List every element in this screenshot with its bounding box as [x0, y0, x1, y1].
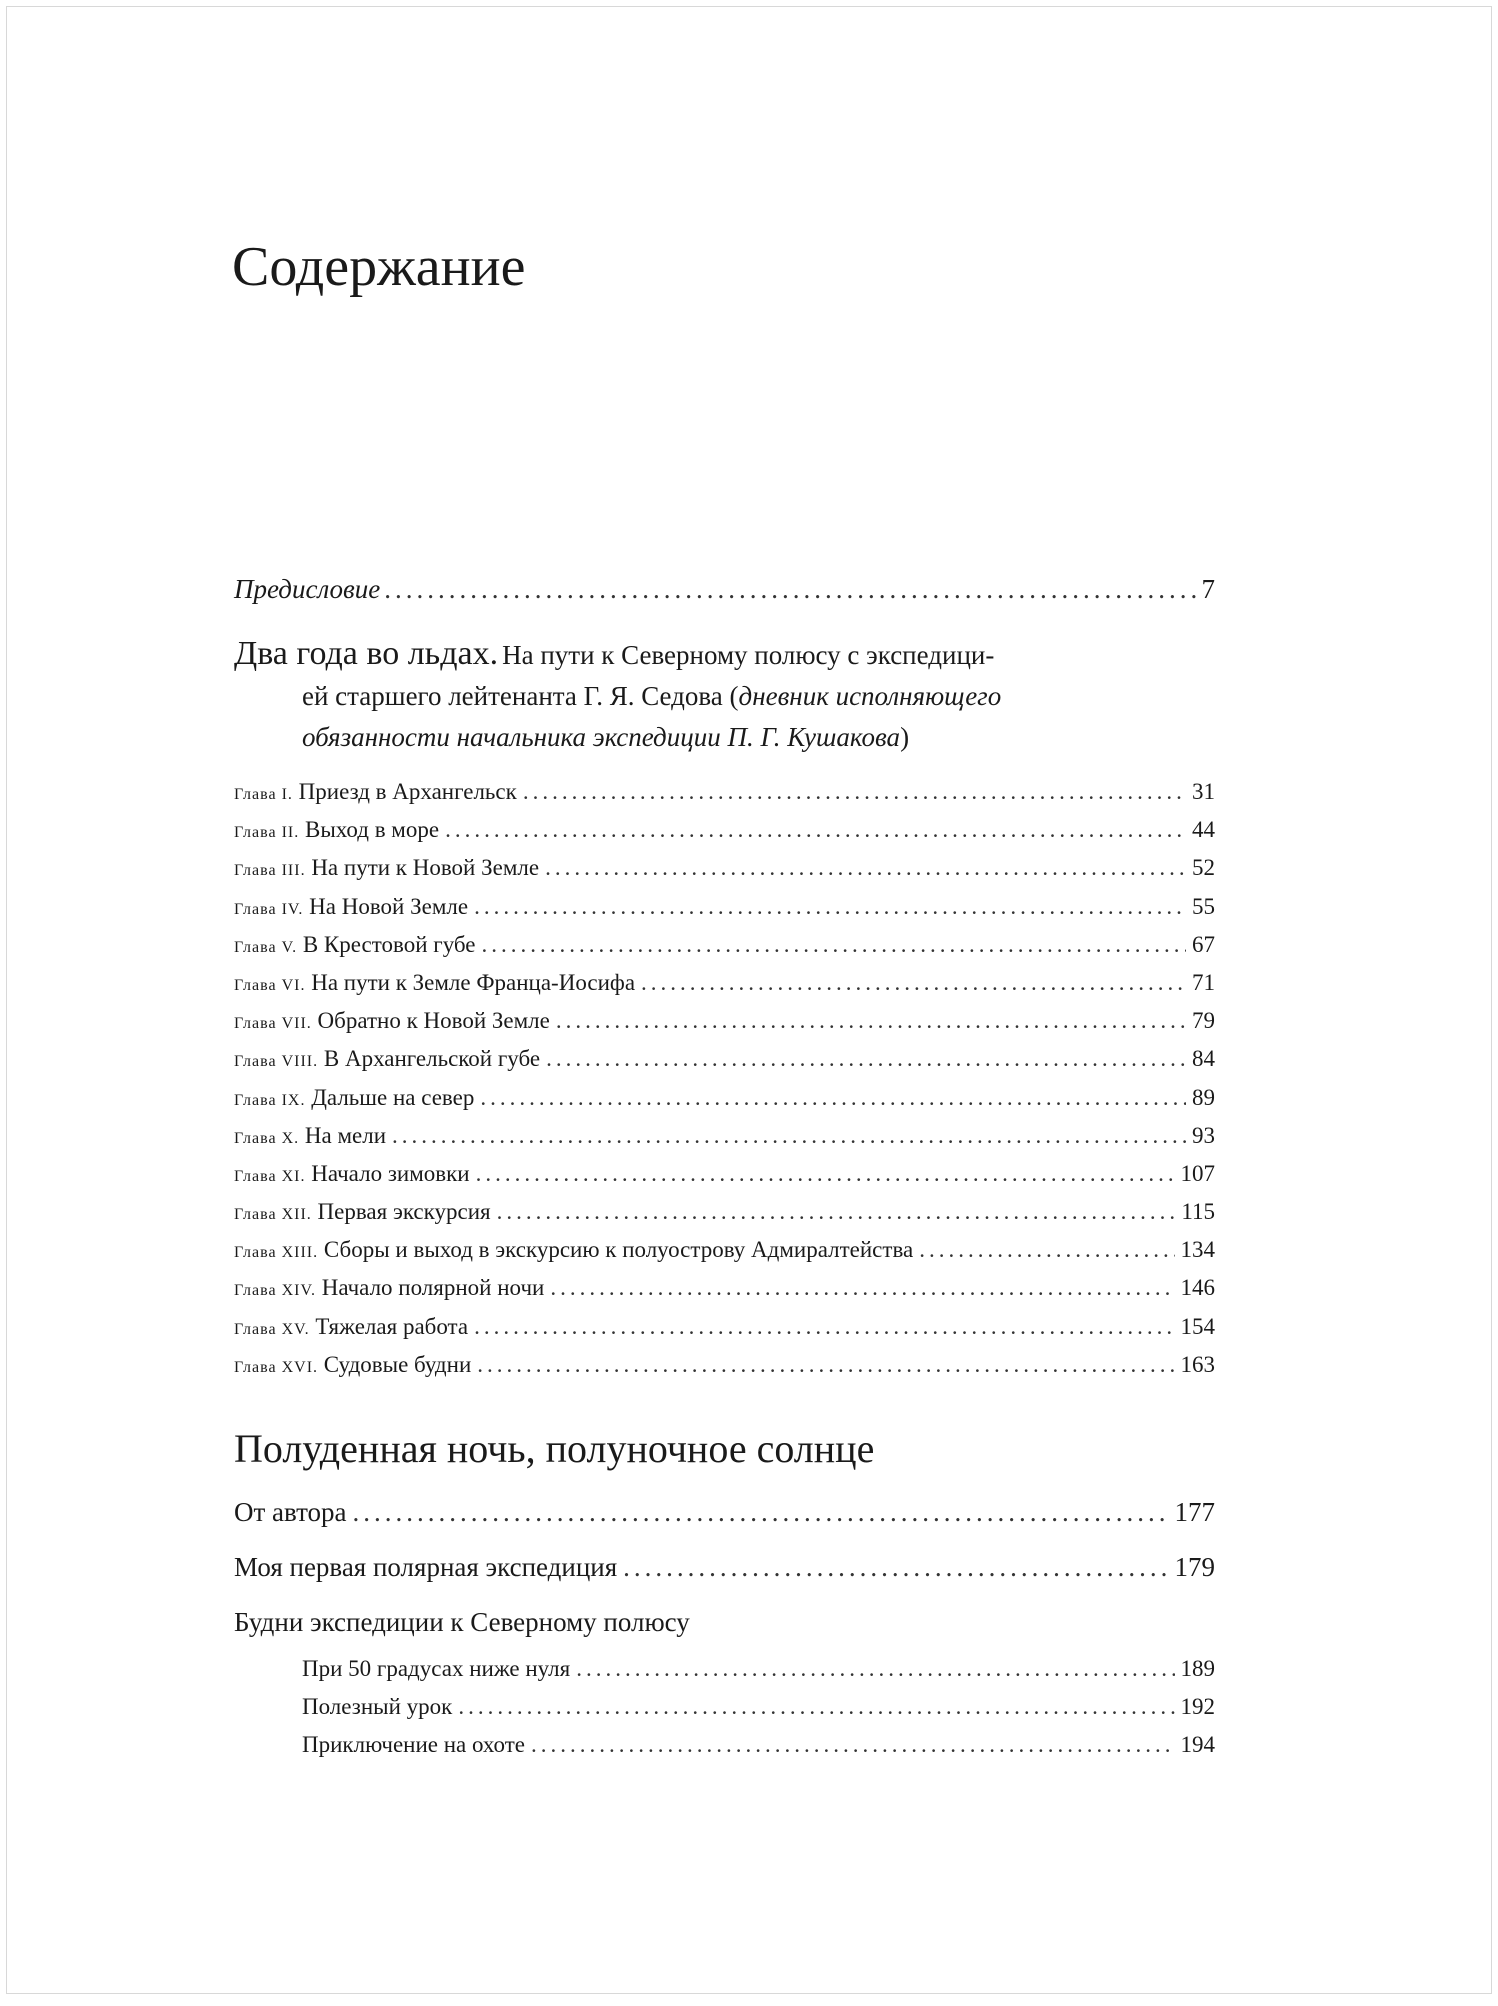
- chapter-label: [234, 1117, 386, 1158]
- chapter-title: Тяжелая работа: [315, 1313, 469, 1339]
- toc-chapter-row[interactable]: [234, 1231, 1215, 1269]
- subtitle-italic-text: обязанности начальника экспедиции П. Г. Кушакова: [302, 722, 901, 752]
- chapter-number: Глава IV.: [234, 900, 304, 918]
- chapter-label: [234, 1308, 468, 1349]
- toc-page-number: 31: [1192, 779, 1215, 804]
- chapter-label: [234, 1231, 913, 1272]
- section-subtitle-line-2: [234, 676, 1215, 717]
- chapter-title: Начало зимовки: [311, 1160, 470, 1186]
- chapter-label: [234, 1040, 540, 1081]
- chapter-label: [234, 849, 539, 890]
- leader-dots: [545, 849, 1186, 887]
- subtitle-text: ): [900, 722, 910, 752]
- chapter-number: Глава V.: [234, 938, 298, 956]
- chapter-number: Глава III.: [234, 862, 306, 880]
- chapter-label: [234, 1193, 491, 1234]
- toc-entry-title: Полезный урок: [302, 1694, 453, 1719]
- toc-chapter-row[interactable]: [234, 1079, 1215, 1117]
- chapter-label: [234, 1269, 544, 1310]
- toc-page-number: 177: [1174, 1497, 1215, 1527]
- chapter-label: [234, 926, 476, 967]
- toc-page-number: 163: [1180, 1351, 1215, 1377]
- leader-dots: [531, 1726, 1174, 1764]
- chapter-title: Первая экскурсия: [317, 1199, 491, 1225]
- toc-entry-title: Приключение на охоте: [302, 1732, 526, 1757]
- toc-page-number: 134: [1180, 1237, 1215, 1263]
- chapter-title: В Крестовой губе: [302, 931, 476, 957]
- leader-dots: [523, 773, 1186, 811]
- toc-page-number: 154: [1180, 1313, 1215, 1339]
- leader-dots: [556, 1002, 1186, 1040]
- toc-page-number: 115: [1181, 1199, 1215, 1225]
- leader-dots: [476, 1155, 1175, 1193]
- toc-chapter-row[interactable]: [234, 1117, 1215, 1155]
- toc-chapter-row[interactable]: [234, 1155, 1215, 1193]
- toc-page-number: 189: [1180, 1656, 1215, 1681]
- toc-page-number: 79: [1192, 1008, 1215, 1034]
- chapter-list: [234, 773, 1215, 1384]
- toc-page-number: 71: [1192, 969, 1215, 995]
- chapter-number: Глава IX.: [234, 1091, 306, 1109]
- chapter-title: Приезд в Архангельск: [298, 779, 517, 804]
- toc-page-number: 84: [1192, 1046, 1215, 1072]
- toc-chapter-row[interactable]: [234, 811, 1215, 849]
- section-subtitle-line-1: На пути к Северному полюсу с экспедици-: [502, 640, 995, 670]
- chapter-title: Дальше на север: [311, 1084, 475, 1110]
- toc-subentry-row[interactable]: [234, 1650, 1215, 1688]
- toc-chapter-row[interactable]: [234, 1193, 1215, 1231]
- toc-entry-preface[interactable]: [234, 571, 1215, 607]
- leader-dots: [477, 1346, 1174, 1384]
- toc-subentry-row[interactable]: [234, 1688, 1215, 1726]
- chapter-label: [234, 1002, 550, 1043]
- toc-entry-title: Предисловие: [234, 574, 381, 604]
- leader-dots: [550, 1269, 1174, 1307]
- toc-chapter-row[interactable]: [234, 773, 1215, 811]
- book-page: [6, 6, 1492, 1994]
- toc-page-number: 107: [1180, 1160, 1215, 1186]
- toc-page-number: 44: [1192, 817, 1215, 843]
- toc-chapter-row[interactable]: [234, 964, 1215, 1002]
- toc-page-number: 194: [1180, 1732, 1215, 1757]
- toc-chapter-row[interactable]: [234, 849, 1215, 887]
- leader-dots: [576, 1650, 1174, 1688]
- section-heading: [234, 632, 1215, 676]
- subtitle-text: ей старшего лейтенанта Г. Я. Седова (: [302, 681, 739, 711]
- toc-chapter-row[interactable]: [234, 1346, 1215, 1384]
- toc-page-number: 146: [1180, 1275, 1215, 1301]
- toc-chapter-row[interactable]: [234, 926, 1215, 964]
- page-title: Содержание: [232, 236, 526, 298]
- chapter-number: Глава XI.: [234, 1167, 306, 1185]
- subtitle-italic-text: дневник исполняющего: [738, 681, 1002, 711]
- chapter-label: [234, 1155, 470, 1196]
- leader-dots: [546, 1040, 1186, 1078]
- chapter-number: Глава XIII.: [234, 1244, 319, 1262]
- chapter-number: Глава I.: [234, 786, 293, 803]
- chapter-number: Глава II.: [234, 824, 300, 842]
- chapter-number: Глава X.: [234, 1129, 300, 1147]
- chapter-number: Глава VI.: [234, 976, 306, 994]
- chapter-title: На пути к Земле Франца-Иосифа: [311, 969, 636, 995]
- toc-chapter-row[interactable]: [234, 1269, 1215, 1307]
- toc-entry-row[interactable]: [234, 1485, 1215, 1540]
- toc-entry-row[interactable]: [234, 1540, 1215, 1595]
- chapter-label: [234, 888, 468, 929]
- leader-dots: [497, 1193, 1176, 1231]
- chapter-label: [234, 773, 517, 814]
- chapter-title: На Новой Земле: [309, 893, 469, 919]
- chapter-label: [234, 1346, 471, 1387]
- chapter-number: Глава XV.: [234, 1320, 310, 1338]
- section-polar-night: [234, 1425, 1215, 1764]
- leader-dots: [919, 1231, 1174, 1269]
- chapter-title: Выход в море: [304, 817, 440, 843]
- section-title: Полуденная ночь, полуночное солнце: [234, 1426, 875, 1471]
- chapter-title: Сборы и выход в экскурсию к полуострову Адмиралтейства: [323, 1237, 914, 1263]
- leader-dots: [474, 1308, 1174, 1346]
- toc-chapter-row[interactable]: [234, 888, 1215, 926]
- leader-dots: [641, 964, 1186, 1002]
- leader-dots: [623, 1540, 1168, 1595]
- leader-dots: [445, 811, 1186, 849]
- leader-dots: [353, 1485, 1169, 1540]
- toc-entry-title: Моя первая полярная экспедиция: [234, 1552, 618, 1582]
- chapter-label: [234, 811, 439, 852]
- chapter-number: Глава VII.: [234, 1015, 312, 1033]
- toc-page-number: 55: [1192, 893, 1215, 919]
- toc-chapter-row[interactable]: [234, 1308, 1215, 1346]
- section-title: Два года во льдах.: [234, 635, 499, 672]
- leader-dots: [482, 926, 1187, 964]
- chapter-number: Глава XVI.: [234, 1358, 319, 1376]
- toc-chapter-row[interactable]: [234, 1002, 1215, 1040]
- toc-page-number: 93: [1192, 1122, 1215, 1148]
- leader-dots: [384, 571, 1197, 607]
- toc-chapter-row[interactable]: [234, 1040, 1215, 1078]
- chapter-title: Судовые будни: [323, 1351, 472, 1377]
- toc-page-number: 67: [1192, 931, 1215, 957]
- toc-group-heading: Будни экспедиции к Северному полюсу: [234, 1607, 690, 1637]
- leader-dots: [458, 1688, 1174, 1726]
- chapter-label: [234, 964, 635, 1005]
- leader-dots: [474, 888, 1186, 926]
- section-two-years-in-ice: [234, 632, 1215, 758]
- chapter-label: [234, 1079, 474, 1120]
- chapter-title: На пути к Новой Земле: [311, 855, 540, 881]
- chapter-title: В Архангельской губе: [323, 1046, 541, 1072]
- toc-page-number: 192: [1180, 1694, 1215, 1719]
- chapter-title: На мели: [304, 1122, 387, 1148]
- toc-entry-title: При 50 градусах ниже нуля: [302, 1656, 571, 1681]
- toc-page-number: 7: [1201, 574, 1215, 604]
- leader-dots: [392, 1117, 1186, 1155]
- chapter-number: Глава VIII.: [234, 1053, 319, 1071]
- chapter-title: Начало полярной ночи: [321, 1275, 545, 1301]
- leader-dots: [480, 1079, 1186, 1117]
- toc-page-number: 52: [1192, 855, 1215, 881]
- toc-page-number: 179: [1174, 1552, 1215, 1582]
- chapter-number: Глава XIV.: [234, 1282, 316, 1300]
- toc-entry-title: От автора: [234, 1497, 347, 1527]
- chapter-number: Глава XII.: [234, 1206, 312, 1224]
- toc-subentry-row[interactable]: [234, 1726, 1215, 1764]
- toc-page-number: 89: [1192, 1084, 1215, 1110]
- chapter-title: Обратно к Новой Земле: [317, 1008, 550, 1034]
- section-subtitle-line-3: [234, 717, 1215, 758]
